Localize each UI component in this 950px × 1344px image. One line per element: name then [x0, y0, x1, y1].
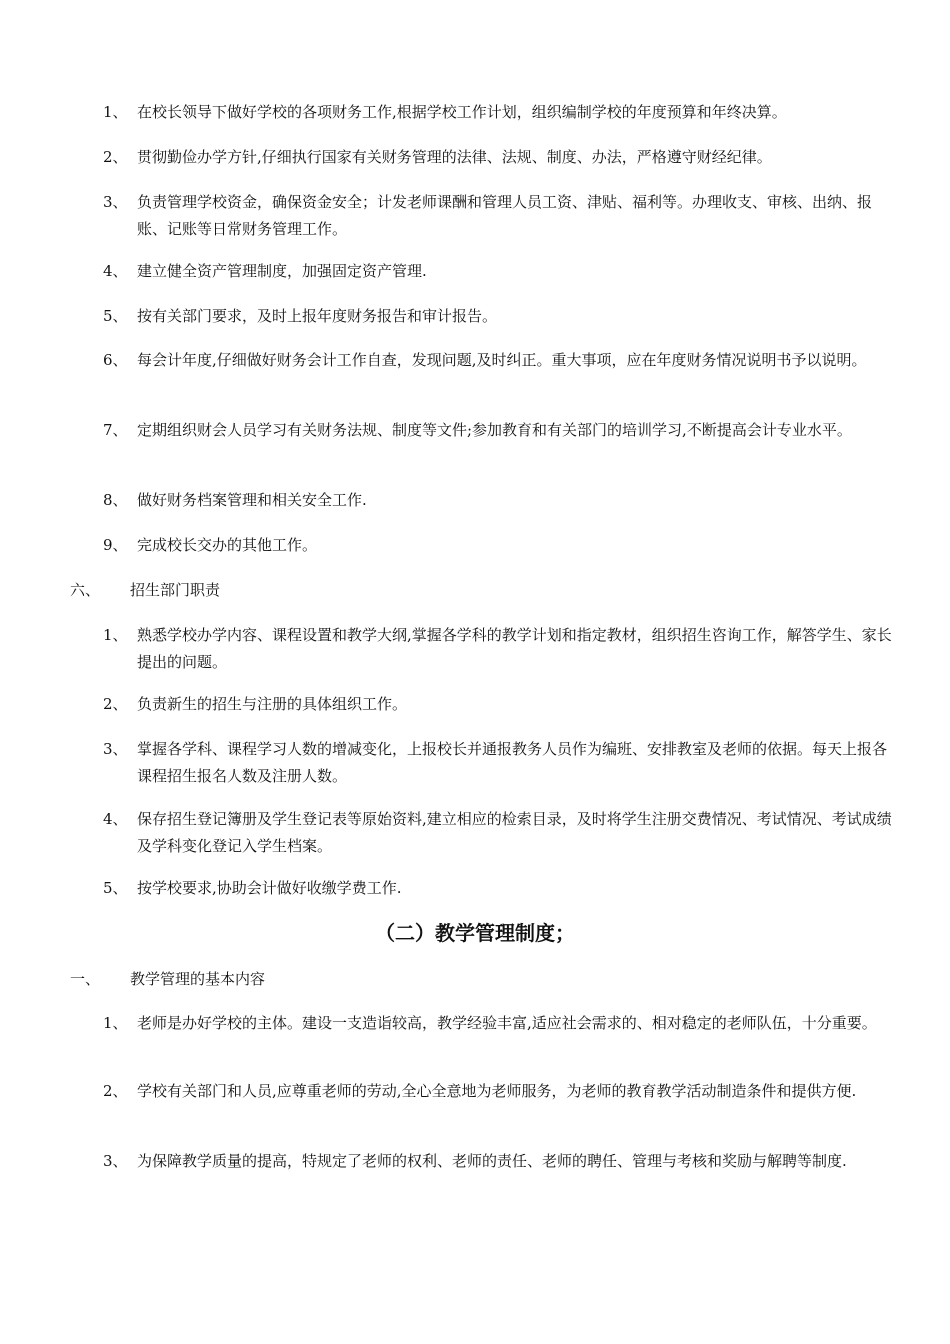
- item-text: 保存招生登记簿册及学生登记表等原始资料,建立相应的检索目录，及时将学生注册交费情况、考试情况、考试成绩及学科变化登记入学生档案。: [137, 810, 892, 855]
- finance-item-9: [103, 532, 893, 559]
- item-text: 每会计年度,仔细做好财务会计工作自查，发现问题,及时纠正。重大事项，应在年度财务情况说明书予以说明。: [137, 351, 867, 369]
- teaching-item-3: [103, 1148, 893, 1175]
- section-number: 一、: [70, 970, 101, 988]
- enrollment-item-5: [103, 875, 893, 902]
- item-number: 4、: [103, 262, 128, 280]
- item-text: 建立健全资产管理制度，加强固定资产管理.: [137, 262, 427, 280]
- finance-item-5: [103, 303, 893, 330]
- enrollment-item-4: [103, 806, 893, 860]
- item-number: 5、: [103, 879, 128, 897]
- item-number: 6、: [103, 351, 128, 369]
- item-number: 2、: [103, 148, 128, 166]
- item-number: 7、: [103, 421, 128, 439]
- enrollment-item-2: [103, 691, 893, 718]
- item-number: 1、: [103, 103, 128, 121]
- item-number: 3、: [103, 193, 128, 211]
- item-text: 完成校长交办的其他工作。: [137, 536, 318, 554]
- item-number: 2、: [103, 1082, 128, 1100]
- enrollment-item-1: [103, 622, 893, 676]
- finance-item-7: [103, 417, 893, 444]
- item-text: 贯彻勤俭办学方针,仔细执行国家有关财务管理的法律、法规、制度、办法，严格遵守财经纪律。: [137, 148, 772, 166]
- item-text: 做好财务档案管理和相关安全工作.: [137, 491, 367, 509]
- item-text: 老师是办好学校的主体。建设一支造诣较高，教学经验丰富,适应社会需求的、相对稳定的老师队伍，十分重要。: [137, 1014, 877, 1032]
- teaching-item-2: [103, 1078, 893, 1105]
- finance-item-3: [103, 189, 893, 243]
- item-text: 熟悉学校办学内容、课程设置和教学大纲,掌握各学科的教学计划和指定教材，组织招生咨询工作，解答学生、家长提出的问题。: [137, 626, 892, 671]
- finance-item-1: [103, 99, 893, 126]
- finance-item-6: [103, 347, 893, 374]
- item-text: 负责新生的招生与注册的具体组织工作。: [137, 695, 408, 713]
- item-number: 9、: [103, 536, 128, 554]
- item-text: 掌握各学科、课程学习人数的增减变化，上报校长并通报教务人员作为编班、安排教室及老师的依据。每天上报各课程招生报名人数及注册人数。: [137, 740, 888, 785]
- item-text: 为保障教学质量的提高，特规定了老师的权利、老师的责任、老师的聘任、管理与考核和奖励与解聘等制度.: [137, 1152, 847, 1170]
- item-text: 按学校要求,协助会计做好收缴学费工作.: [137, 879, 402, 897]
- item-text: 定期组织财会人员学习有关财务法规、制度等文件;参加教育和有关部门的培训学习,不断提高会计专业水平。: [137, 421, 852, 439]
- teaching-item-1: [103, 1010, 893, 1037]
- finance-item-8: [103, 487, 893, 514]
- item-number: 1、: [103, 1014, 128, 1032]
- item-number: 1、: [103, 626, 128, 644]
- item-number: 2、: [103, 695, 128, 713]
- section-title: 教学管理的基本内容: [130, 970, 266, 988]
- item-number: 3、: [103, 1152, 128, 1170]
- item-number: 5、: [103, 307, 128, 325]
- item-text: 在校长领导下做好学校的各项财务工作,根据学校工作计划，组织编制学校的年度预算和年终决算。: [137, 103, 787, 121]
- section-number: 六、: [70, 581, 101, 599]
- finance-item-4: [103, 258, 893, 285]
- item-number: 8、: [103, 491, 128, 509]
- enrollment-item-3: [103, 736, 893, 790]
- section-title: 招生部门职责: [130, 581, 221, 599]
- finance-item-2: [103, 144, 893, 171]
- item-number: 4、: [103, 810, 128, 828]
- item-text: 学校有关部门和人员,应尊重老师的劳动,全心全意地为老师服务，为老师的教育教学活动制造条件和提供方便.: [137, 1082, 857, 1100]
- item-text: 负责管理学校资金，确保资金安全；计发老师课酬和管理人员工资、津贴、福利等。办理收支、审核、出纳、报账、记账等日常财务管理工作。: [137, 193, 873, 238]
- item-text: 按有关部门要求，及时上报年度财务报告和审计报告。: [137, 307, 498, 325]
- teaching-management-heading: （二）教学管理制度；: [375, 921, 575, 945]
- item-number: 3、: [103, 740, 128, 758]
